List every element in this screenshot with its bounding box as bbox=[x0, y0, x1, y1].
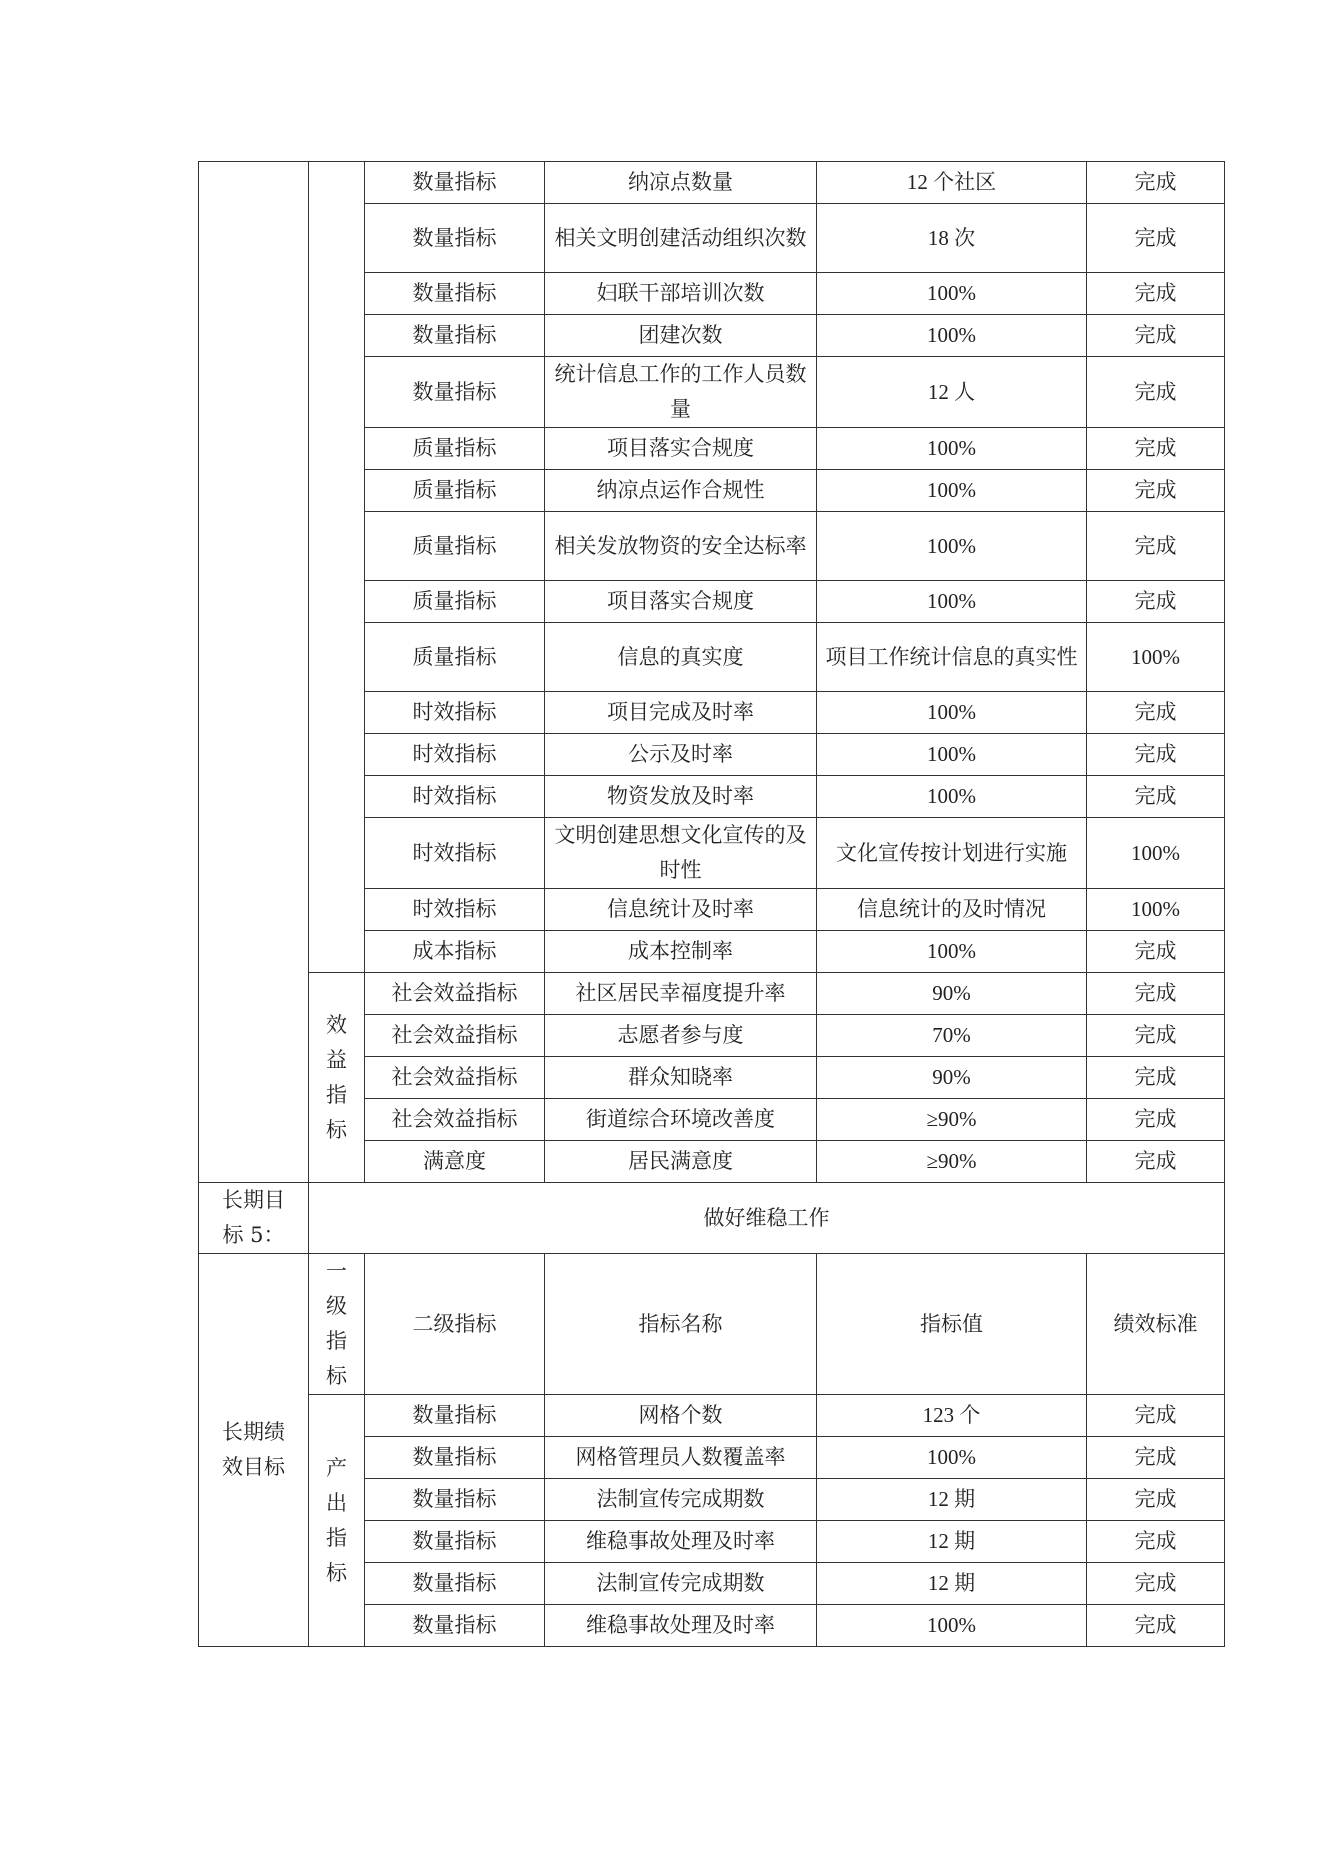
indicator-name-cell: 项目完成及时率 bbox=[545, 692, 817, 734]
indicator-name-cell: 居民满意度 bbox=[545, 1141, 817, 1183]
indicator-name-cell: 项目落实合规度 bbox=[545, 581, 817, 623]
level2-cell: 社会效益指标 bbox=[365, 973, 545, 1015]
indicator-value-cell: 90% bbox=[817, 973, 1087, 1015]
standard-cell: 完成 bbox=[1087, 315, 1225, 357]
level2-cell: 数量指标 bbox=[365, 315, 545, 357]
level2-cell: 数量指标 bbox=[365, 1605, 545, 1647]
indicator-value-cell: 70% bbox=[817, 1015, 1087, 1057]
level2-cell: 质量指标 bbox=[365, 470, 545, 512]
indicator-name-cell: 项目落实合规度 bbox=[545, 428, 817, 470]
level2-cell: 社会效益指标 bbox=[365, 1015, 545, 1057]
indicator-name-cell: 妇联干部培训次数 bbox=[545, 273, 817, 315]
level2-cell: 数量指标 bbox=[365, 1521, 545, 1563]
indicator-value-cell: 100% bbox=[817, 315, 1087, 357]
indicator-value-cell: 18 次 bbox=[817, 204, 1087, 273]
indicator-value-cell: 100% bbox=[817, 512, 1087, 581]
indicator-name-cell: 纳凉点运作合规性 bbox=[545, 470, 817, 512]
level2-cell: 质量指标 bbox=[365, 512, 545, 581]
level2-cell: 数量指标 bbox=[365, 162, 545, 204]
indicator-name-cell: 法制宣传完成期数 bbox=[545, 1479, 817, 1521]
indicator-name-cell: 信息的真实度 bbox=[545, 623, 817, 692]
indicator-value-cell: 123 个 bbox=[817, 1395, 1087, 1437]
standard-header: 绩效标准 bbox=[1087, 1254, 1225, 1395]
indicator-name-cell: 网格个数 bbox=[545, 1395, 817, 1437]
table-row bbox=[199, 162, 1225, 204]
standard-cell: 完成 bbox=[1087, 470, 1225, 512]
standard-cell: 完成 bbox=[1087, 776, 1225, 818]
indicator-name-cell: 信息统计及时率 bbox=[545, 889, 817, 931]
goal5-row bbox=[199, 1183, 1225, 1254]
standard-cell: 完成 bbox=[1087, 581, 1225, 623]
indicator-value-cell: 100% bbox=[817, 734, 1087, 776]
indicator-name-cell: 相关发放物资的安全达标率 bbox=[545, 512, 817, 581]
level2-cell: 社会效益指标 bbox=[365, 1099, 545, 1141]
indicator-value-cell: 90% bbox=[817, 1057, 1087, 1099]
indicator-name-cell: 法制宣传完成期数 bbox=[545, 1563, 817, 1605]
level2-cell: 成本指标 bbox=[365, 931, 545, 973]
level2-header: 二级指标 bbox=[365, 1254, 545, 1395]
indicator-value-cell: 100% bbox=[817, 428, 1087, 470]
indicator-name-cell: 纳凉点数量 bbox=[545, 162, 817, 204]
standard-cell: 100% bbox=[1087, 889, 1225, 931]
indicator-value-cell: 12 个社区 bbox=[817, 162, 1087, 204]
indicator-value-cell: 100% bbox=[817, 470, 1087, 512]
standard-cell: 完成 bbox=[1087, 973, 1225, 1015]
table-row bbox=[199, 973, 1225, 1015]
indicator-name-cell: 物资发放及时率 bbox=[545, 776, 817, 818]
indicator-value-cell: 信息统计的及时情况 bbox=[817, 889, 1087, 931]
standard-cell: 100% bbox=[1087, 818, 1225, 889]
level2-cell: 数量指标 bbox=[365, 204, 545, 273]
goal5-label: 长期目 标 5： bbox=[199, 1183, 309, 1254]
table-row bbox=[199, 1395, 1225, 1437]
continued-goal-cell bbox=[199, 162, 309, 1183]
standard-cell: 100% bbox=[1087, 623, 1225, 692]
indicator-value-cell: 12 期 bbox=[817, 1563, 1087, 1605]
long-term-performance-goal-label: 长期绩 效目标 bbox=[199, 1254, 309, 1647]
indicator-name-cell: 维稳事故处理及时率 bbox=[545, 1521, 817, 1563]
standard-cell: 完成 bbox=[1087, 1141, 1225, 1183]
standard-cell: 完成 bbox=[1087, 1015, 1225, 1057]
indicator-name-cell: 维稳事故处理及时率 bbox=[545, 1605, 817, 1647]
indicator-name-cell: 文明创建思想文化宣传的及时性 bbox=[545, 818, 817, 889]
indicator-name-cell: 街道综合环境改善度 bbox=[545, 1099, 817, 1141]
continued-level1-cell bbox=[309, 162, 365, 973]
indicator-value-cell: 100% bbox=[817, 273, 1087, 315]
indicator-value-cell: 12 期 bbox=[817, 1479, 1087, 1521]
indicator-value-header: 指标值 bbox=[817, 1254, 1087, 1395]
standard-cell: 完成 bbox=[1087, 692, 1225, 734]
indicator-name-cell: 公示及时率 bbox=[545, 734, 817, 776]
level2-cell: 质量指标 bbox=[365, 581, 545, 623]
level2-cell: 数量指标 bbox=[365, 1395, 545, 1437]
output-indicator-label: 产 出 指 标 bbox=[309, 1395, 365, 1647]
standard-cell: 完成 bbox=[1087, 1099, 1225, 1141]
level2-cell: 质量指标 bbox=[365, 428, 545, 470]
indicator-name-cell: 志愿者参与度 bbox=[545, 1015, 817, 1057]
indicator-name-cell: 统计信息工作的工作人员数量 bbox=[545, 357, 817, 428]
level2-cell: 时效指标 bbox=[365, 692, 545, 734]
indicator-name-cell: 网格管理员人数覆盖率 bbox=[545, 1437, 817, 1479]
level2-cell: 时效指标 bbox=[365, 776, 545, 818]
level2-cell: 数量指标 bbox=[365, 1437, 545, 1479]
standard-cell: 完成 bbox=[1087, 1395, 1225, 1437]
standard-cell: 完成 bbox=[1087, 273, 1225, 315]
standard-cell: 完成 bbox=[1087, 428, 1225, 470]
level2-cell: 满意度 bbox=[365, 1141, 545, 1183]
level2-cell: 时效指标 bbox=[365, 734, 545, 776]
indicator-value-cell: 12 人 bbox=[817, 357, 1087, 428]
level2-cell: 数量指标 bbox=[365, 1563, 545, 1605]
indicator-value-cell: 100% bbox=[817, 931, 1087, 973]
indicator-value-cell: 100% bbox=[817, 1437, 1087, 1479]
table-header-row bbox=[199, 1254, 1225, 1395]
standard-cell: 完成 bbox=[1087, 1479, 1225, 1521]
indicator-value-cell: 100% bbox=[817, 776, 1087, 818]
indicator-value-cell: 100% bbox=[817, 692, 1087, 734]
indicator-name-cell: 团建次数 bbox=[545, 315, 817, 357]
indicator-name-cell: 成本控制率 bbox=[545, 931, 817, 973]
standard-cell: 完成 bbox=[1087, 1605, 1225, 1647]
standard-cell: 完成 bbox=[1087, 1437, 1225, 1479]
level2-cell: 数量指标 bbox=[365, 273, 545, 315]
level2-cell: 时效指标 bbox=[365, 818, 545, 889]
indicator-value-cell: 100% bbox=[817, 581, 1087, 623]
standard-cell: 完成 bbox=[1087, 734, 1225, 776]
performance-table bbox=[198, 161, 1225, 1647]
level1-header: 一 级 指 标 bbox=[309, 1254, 365, 1395]
benefit-indicator-label: 效 益 指 标 bbox=[309, 973, 365, 1183]
standard-cell: 完成 bbox=[1087, 204, 1225, 273]
level2-cell: 社会效益指标 bbox=[365, 1057, 545, 1099]
level2-cell: 数量指标 bbox=[365, 357, 545, 428]
level2-cell: 数量指标 bbox=[365, 1479, 545, 1521]
indicator-value-cell: 项目工作统计信息的真实性 bbox=[817, 623, 1087, 692]
indicator-value-cell: 文化宣传按计划进行实施 bbox=[817, 818, 1087, 889]
indicator-value-cell: 100% bbox=[817, 1605, 1087, 1647]
standard-cell: 完成 bbox=[1087, 1057, 1225, 1099]
indicator-name-cell: 相关文明创建活动组织次数 bbox=[545, 204, 817, 273]
standard-cell: 完成 bbox=[1087, 1521, 1225, 1563]
indicator-name-header: 指标名称 bbox=[545, 1254, 817, 1395]
standard-cell: 完成 bbox=[1087, 162, 1225, 204]
indicator-name-cell: 群众知晓率 bbox=[545, 1057, 817, 1099]
standard-cell: 完成 bbox=[1087, 357, 1225, 428]
level2-cell: 质量指标 bbox=[365, 623, 545, 692]
indicator-name-cell: 社区居民幸福度提升率 bbox=[545, 973, 817, 1015]
standard-cell: 完成 bbox=[1087, 512, 1225, 581]
standard-cell: 完成 bbox=[1087, 931, 1225, 973]
goal5-text: 做好维稳工作 bbox=[309, 1183, 1225, 1254]
level2-cell: 时效指标 bbox=[365, 889, 545, 931]
standard-cell: 完成 bbox=[1087, 1563, 1225, 1605]
indicator-value-cell: ≥90% bbox=[817, 1141, 1087, 1183]
indicator-value-cell: ≥90% bbox=[817, 1099, 1087, 1141]
indicator-value-cell: 12 期 bbox=[817, 1521, 1087, 1563]
